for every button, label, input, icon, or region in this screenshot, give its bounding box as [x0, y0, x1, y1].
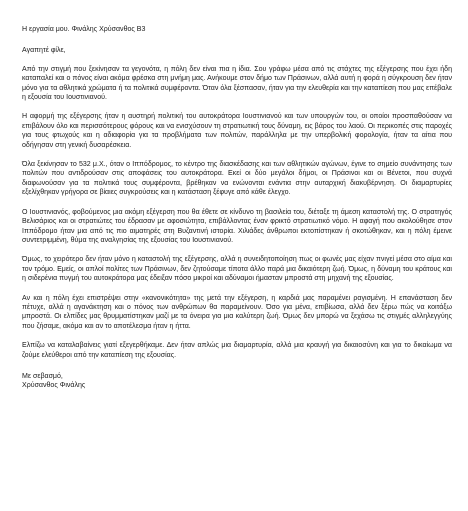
- paragraph-2: Η αφορμή της εξέγερσης ήταν η αυστηρή πολιτική του αυτοκράτορα Ιουστινιανού και των υπουργών του, οι οποίοι προσπαθούσαν να επιβάλουν όλο και περισσότερους φόρους και να ενισχύσουν τη στρατιωτική τους δύναμη, εις βάρος του λαού. Οι περικοπές στις παροχές για τους φτωχούς και η αδιαφορία για τα προβλήματα των πολιτών, παράλληλα με την υπερβολική φορολογία, ήταν τα αίτια που οδήγησαν στη γενική δυσαρέσκεια.: [22, 113, 452, 149]
- paragraph-7: Ελπίζω να καταλαβαίνεις γιατί εξεγερθήκαμε. Δεν ήταν απλώς μια διαμαρτυρία, αλλά μια κραυγή για δικαιοσύνη και για το δικαίωμα να ζούμε ελεύθεροι από την καταπίεση της εξουσίας.: [22, 342, 452, 359]
- paragraph-4: Ο Ιουστινιανός, φοβούμενος μια ακόμη εξέγερση που θα έθετε σε κίνδυνο τη βασιλεία του, διέταξε τη άμεση καταστολή της. Ο στρατηγός Βελισάριος και οι στρατιώτες του έδρασαν με αφοσιώτητα, επιβάλλοντας έναν φρικτό στρατιωτικό νόμο. Η αφαγή που ακολούθησε στον Ιππόδρομο ήταν μια από τις πιο αιματηρές στη Βυζαντινή ιστορία. Χιλιάδες άνθρωποι εκτοπίστηκαν ή σκοτώθηκαν, και η πόλη έμεινε συντετριμμένη, θύμα της αναλγησίας της εξουσίας του Ιουστινιανού.: [22, 208, 452, 244]
- letter-signature: Χρύσανθος Φινάλης: [22, 382, 86, 390]
- paragraph-6: Αν και η πόλη έχει επιστρέψει στην «κανονικότητα» της μετά την εξέγερση, η καρδιά μας παραμένει ραγισμένη. Η επανάσταση δεν πέτυχε, αλλά η αγανάκτηση και ο πόνος των ανθρώπων θα παραμείνουν. Όσο για μένα, επιβίωσα, αλλά δεν ξέρω πώς να κοιτάξω μπροστά. Οι ελπίδες μας θρυμματίστηκαν μαζί με τα όνειρα για μια καλύτερη ζωή. Όμως δεν μπορώ να ξεχάσω τις στιγμές αλληλεγγύης που ζήσαμε, ακόμα και αν το αποτέλεσμα ήταν η ήττα.: [22, 294, 452, 330]
- paragraph-5: Όμως, το χειρότερο δεν ήταν μόνο η καταστολή της εξέγερσης, αλλά η συνειδητοποίηση πως οι φωνές μας είχαν πνιγεί μέσα στο αίμα και τον τρόμο. Εμείς, οι απλοί πολίτες των Πράσινων, δεν ζητούσαμε τίποτα άλλο παρά μια δικαιότερη ζωή. Όμως, η δύναμη του κράτους και η σιδερένια πυγμή του αυτοκράτορα μας έδειξαν πόσο μικροί και αδύναμοι ήμασταν μπροστά στη μηχανή της εξουσίας.: [22, 256, 452, 283]
- document-title: Η εργασία μου. Φινάλης Χρύσανθος Β3: [22, 26, 146, 33]
- letter-closing: Με σεβασμό,: [22, 372, 63, 380]
- paragraph-1: Από την στιγμή που ξεκίνησαν τα γεγονότα, η πόλη δεν είναι πια η ίδια. Σου γράφω μέσα από τις στάχτες της εξέγερσης που έχει ήδη καταπαλεί και ο πόνος είναι ακόμα φρέσκα στη μνήμη μας. Ανήκουμε στον δήμο των Πράσινων, αλλά αυτή η φορά η σύγκρουση δεν ήταν μόνο για τα αθλητικά χρώματα ή τα πολιτικά συμφέροντα. Όταν όλα ξέσπασαν, ήταν για την ελευθερία και την καταπίεση που μας επέβαλε η εξουσία του Ιουστινιανού.: [22, 65, 452, 102]
- letter-greeting: Αγαπητέ φίλε,: [22, 47, 66, 55]
- paragraph-3: Όλα ξεκίνησαν το 532 μ.Χ., όταν ο Ιππόδρομος, το κέντρο της διασκέδασης και των αθλητικών αγώνων, έγινε το σημείο συνάντησης των πολιτών που αντιδρούσαν στις αποφάσεις του αυτοκράτορα. Εκεί οι δύο μεγάλοι δήμοι, οι Πράσινοι και οι Βένετοι, που συχνά διαφωνούσαν για τα πολιτικά τους συμφέροντα, βρέθηκαν να ενώνονται ενάντια στην αυταρχική διακυβέρνηση. Οι διαμαρτυρίες εξελίχθηκαν γρήγορα σε βίαιες συγκρούσεις και η κατάσταση ξέφυγε από κάθε έλεγχο.: [22, 161, 452, 197]
